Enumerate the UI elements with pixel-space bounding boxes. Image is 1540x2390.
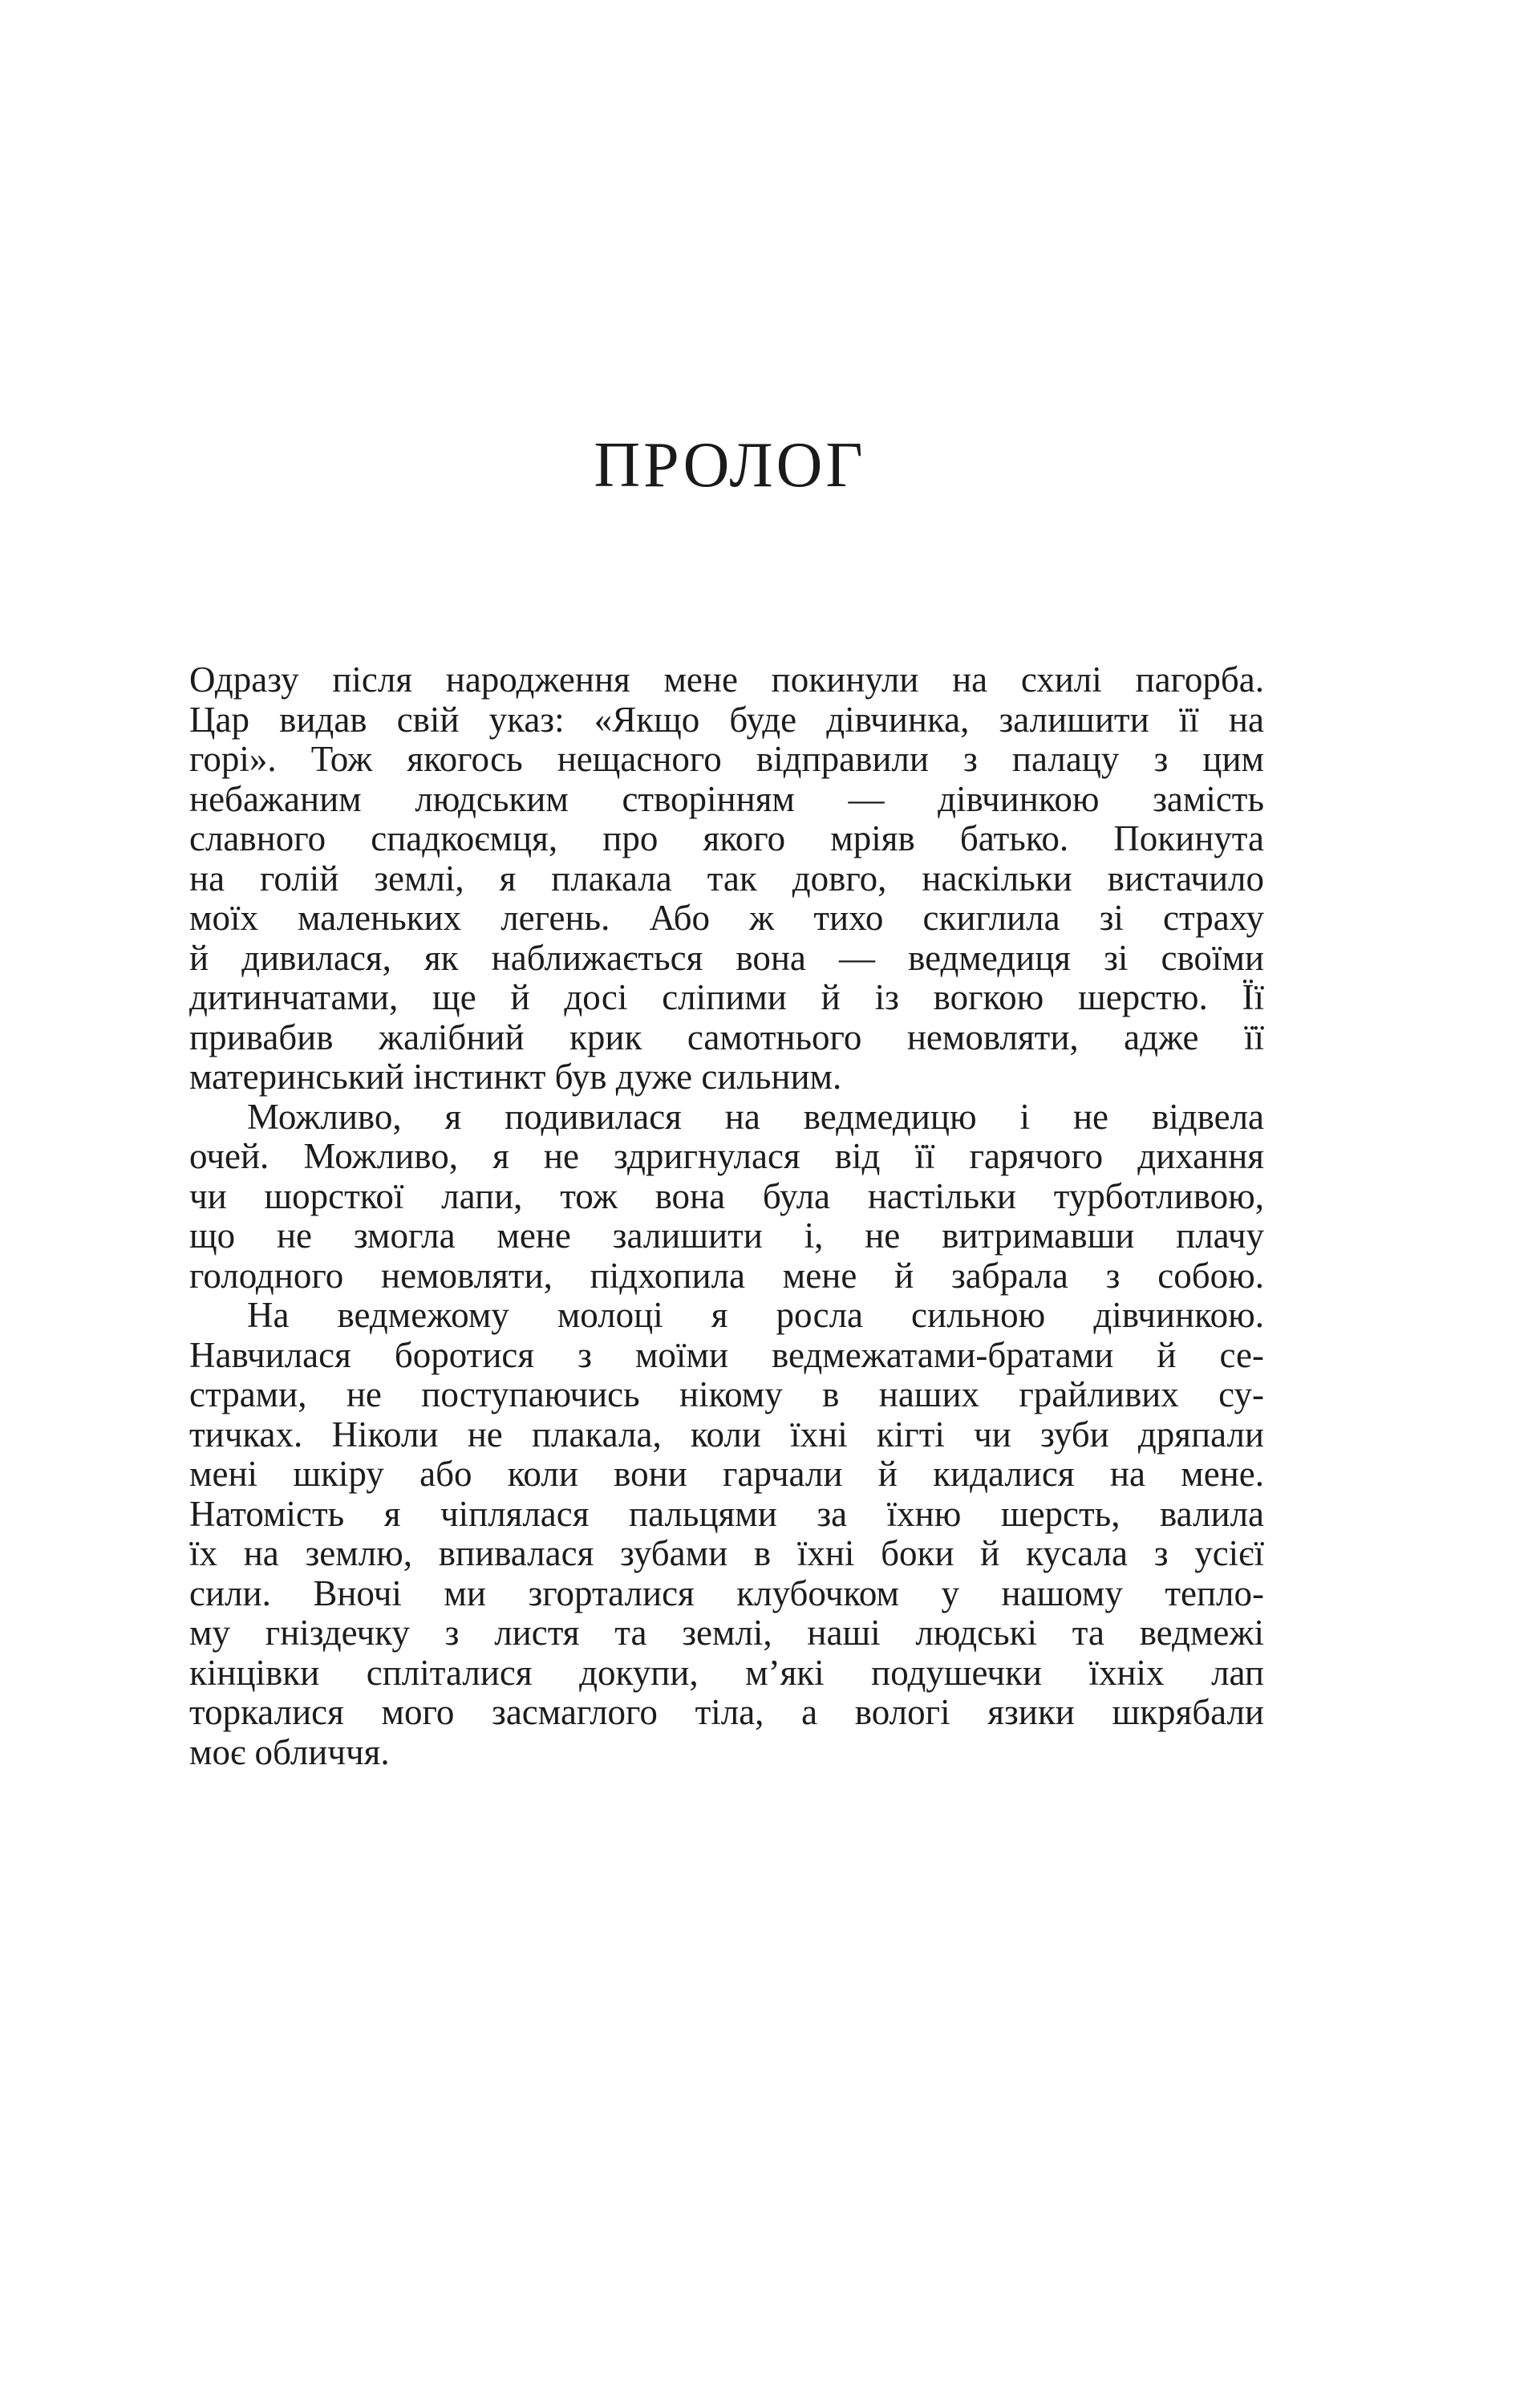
text-line: материнський інстинкт був дуже сильним. — [189, 1057, 842, 1097]
text-line: їх на землю, впивалася зубами в їхні боки й кусала з усієї — [189, 1533, 1264, 1573]
text-line: Можливо, я подивилася на ведмедицю і не відвела — [247, 1096, 1264, 1137]
text-line: дитинчатами, ще й досі сліпими й із вогкою шерстю. Її — [189, 977, 1264, 1017]
prologue-body — [189, 660, 1264, 1772]
text-line: мені шкіру або коли вони гарчали й кидалися на мене. — [189, 1454, 1264, 1494]
text-line: моє обличчя. — [189, 1731, 390, 1772]
text-line: На ведмежому молоці я росла сильною дівчинкою. — [247, 1295, 1264, 1335]
text-line: горі». Тож якогось нещасного відправили з палацу з цим — [189, 739, 1264, 779]
text-line: Одразу після народження мене покинули на схилі пагорба. — [189, 659, 1264, 700]
text-line: сили. Вночі ми згорталися клубочком у нашому тепло- — [189, 1572, 1264, 1613]
text-line: що не змогла мене залишити і, не витримавши плачу — [189, 1215, 1264, 1256]
text-line: на голій землі, я плакала так довго, наскільки вистачило — [189, 858, 1264, 899]
paragraph-2 — [189, 1098, 1264, 1296]
text-line: тичках. Ніколи не плакала, коли їхні кігті чи зуби дряпали — [189, 1414, 1264, 1455]
text-line: му гніздечку з листя та землі, наші людські та ведмежі — [189, 1613, 1264, 1653]
text-line: Навчилася боротися з моїми ведмежатами-братами й се- — [189, 1334, 1264, 1375]
paragraph-1 — [189, 660, 1264, 1098]
text-line: Натомість я чіплялася пальцями за їхню шерсть, валила — [189, 1493, 1264, 1534]
text-line: привабив жалібний крик самотнього немовляти, адже її — [189, 1016, 1264, 1057]
page-title: ПРОЛОГ — [594, 430, 866, 501]
text-line: небажаним людським створінням — дівчинкою замість — [189, 778, 1264, 819]
text-line: очей. Можливо, я не здригнулася від її гарячого дихання — [189, 1136, 1264, 1176]
text-line: славного спадкоємця, про якого мріяв батько. Покинута — [189, 818, 1264, 858]
text-line: кінцівки спліталися докупи, м’які подушечки їхніх лап — [189, 1652, 1264, 1693]
text-line: й дивилася, як наближається вона — ведмедиця зі своїми — [189, 937, 1264, 978]
text-line: торкалися мого засмаглого тіла, а вологі язики шкрябали — [189, 1692, 1264, 1732]
paragraph-3 — [189, 1296, 1264, 1772]
text-line: чи шорсткої лапи, тож вона була настільки турботливою, — [189, 1175, 1264, 1216]
text-line: моїх маленьких легень. Або ж тихо скиглила зі страху — [189, 898, 1264, 938]
text-line: голодного немовляти, підхопила мене й забрала з собою. — [189, 1255, 1264, 1296]
text-line: Цар видав свій указ: «Якщо буде дівчинка, залишити її на — [189, 699, 1264, 740]
text-line: страми, не поступаючись нікому в наших грайливих су- — [189, 1374, 1264, 1414]
